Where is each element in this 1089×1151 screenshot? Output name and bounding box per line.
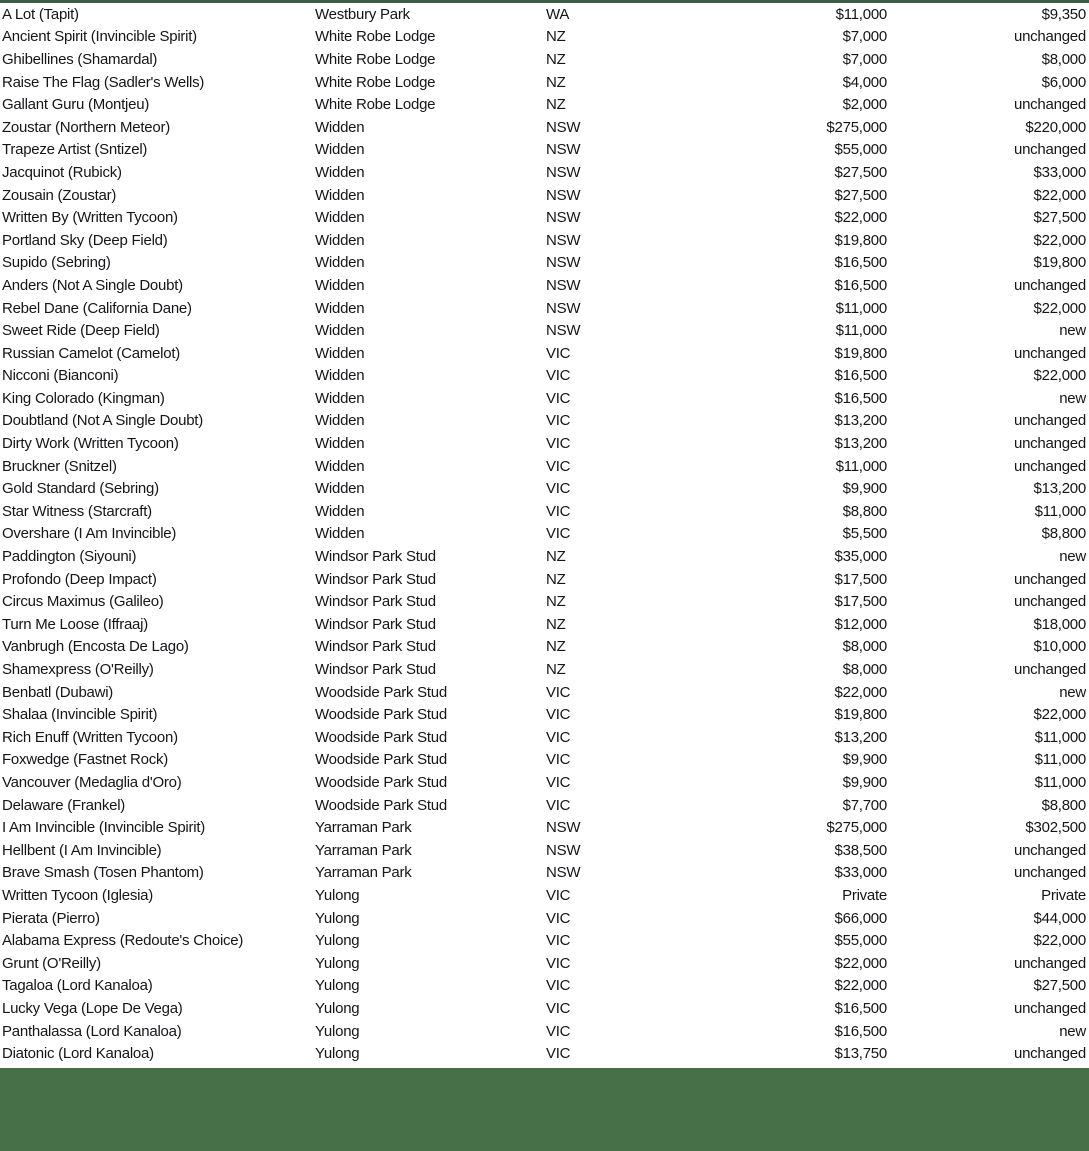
stud-farm: Windsor Park Stud — [315, 570, 436, 588]
table-row — [0, 161, 1089, 184]
fee-current: $16,500 — [834, 254, 887, 272]
table-row — [0, 71, 1089, 94]
state: VIC — [546, 999, 571, 1017]
state: WA — [546, 5, 570, 23]
fee-change: $13,200 — [1033, 480, 1086, 498]
fee-change: $9,350 — [1041, 5, 1086, 23]
state: VIC — [546, 1022, 571, 1040]
fee-change: $22,000 — [1033, 186, 1086, 204]
footer-band — [0, 1068, 1089, 1151]
horse-name: Diatonic (Lord Kanaloa) — [2, 1045, 154, 1063]
fee-change: unchanged — [1014, 276, 1086, 294]
fee-current: $7,000 — [842, 50, 887, 68]
table-row — [0, 26, 1089, 49]
horse-name: Portland Sky (Deep Field) — [2, 231, 168, 249]
fee-current: $19,800 — [834, 706, 887, 724]
stud-farm: Yulong — [315, 999, 360, 1017]
fee-change: new — [1059, 1022, 1086, 1040]
state: NSW — [546, 209, 581, 227]
horse-name: Ghibellines (Shamardal) — [2, 50, 158, 68]
fee-current: $16,500 — [834, 1022, 887, 1040]
fee-change: new — [1059, 683, 1086, 701]
stud-farm: Windsor Park Stud — [315, 638, 436, 656]
fee-current: $22,000 — [834, 954, 887, 972]
table-row — [0, 365, 1089, 388]
stud-farm: Widden — [315, 525, 365, 543]
state: VIC — [546, 886, 571, 904]
state: VIC — [546, 457, 571, 475]
stud-farm: Yulong — [315, 1045, 360, 1063]
stud-farm: Westbury Park — [315, 5, 410, 23]
stud-farm: Windsor Park Stud — [315, 548, 436, 566]
stallion-fee-table — [0, 3, 1089, 1068]
fee-current: $275,000 — [826, 118, 887, 136]
horse-name: Lucky Vega (Lope De Vega) — [2, 999, 183, 1017]
stud-farm: Widden — [315, 163, 365, 181]
table-row — [0, 997, 1089, 1020]
stud-farm: Widden — [315, 435, 365, 453]
stud-farm: Woodside Park Stud — [315, 683, 447, 701]
state: VIC — [546, 728, 571, 746]
horse-name: Delaware (Frankel) — [2, 796, 126, 814]
fee-change: $6,000 — [1041, 73, 1086, 91]
stud-farm: Widden — [315, 299, 365, 317]
stud-farm: Yulong — [315, 977, 360, 995]
fee-current: $13,200 — [834, 435, 887, 453]
horse-name: Tagaloa (Lord Kanaloa) — [2, 977, 153, 995]
stud-farm: White Robe Lodge — [315, 50, 436, 68]
table-row — [0, 636, 1089, 659]
horse-name: Paddington (Siyouni) — [2, 548, 137, 566]
fee-current: $13,200 — [834, 728, 887, 746]
state: VIC — [546, 909, 571, 927]
state: NSW — [546, 231, 581, 249]
horse-name: Shamexpress (O'Reilly) — [2, 661, 154, 679]
fee-current: $8,800 — [842, 502, 887, 520]
table-row — [0, 726, 1089, 749]
fee-change: $18,000 — [1033, 615, 1086, 633]
table-row — [0, 545, 1089, 568]
stud-farm: Widden — [315, 344, 365, 362]
fee-current: $9,900 — [842, 480, 887, 498]
horse-name: Gold Standard (Sebring) — [2, 480, 159, 498]
horse-name: Dirty Work (Written Tycoon) — [2, 435, 179, 453]
fee-current: $66,000 — [834, 909, 887, 927]
fee-current: $7,700 — [842, 796, 887, 814]
stud-farm: Woodside Park Stud — [315, 796, 447, 814]
table-row — [0, 523, 1089, 546]
stud-farm: Widden — [315, 457, 365, 475]
table-row — [0, 613, 1089, 636]
horse-name: A Lot (Tapit) — [2, 5, 79, 23]
horse-name: Jacquinot (Rubick) — [2, 163, 122, 181]
state: NZ — [546, 570, 566, 588]
table-row — [0, 387, 1089, 410]
horse-name: Grunt (O'Reilly) — [2, 954, 101, 972]
horse-name: Vancouver (Medaglia d'Oro) — [2, 773, 182, 791]
fee-current: $13,200 — [834, 412, 887, 430]
state: NZ — [546, 548, 566, 566]
fee-change: unchanged — [1014, 435, 1086, 453]
table-row — [0, 884, 1089, 907]
horse-name: Profondo (Deep Impact) — [2, 570, 157, 588]
fee-change: $22,000 — [1033, 299, 1086, 317]
fee-current: $38,500 — [834, 841, 887, 859]
fee-change: $11,000 — [1034, 502, 1086, 520]
fee-current: $275,000 — [826, 819, 887, 837]
fee-change: $44,000 — [1033, 909, 1086, 927]
table-row — [0, 816, 1089, 839]
horse-name: Zoustar (Northern Meteor) — [2, 118, 170, 136]
table-row — [0, 139, 1089, 162]
horse-name: Gallant Guru (Montjeu) — [2, 96, 150, 114]
state: VIC — [546, 932, 571, 950]
fee-current: $16,500 — [834, 389, 887, 407]
fee-current: $16,500 — [834, 367, 887, 385]
stud-farm: Yulong — [315, 954, 360, 972]
horse-name: Foxwedge (Fastnet Rock) — [2, 751, 168, 769]
table-row — [0, 252, 1089, 275]
stud-farm: Widden — [315, 367, 365, 385]
table-row — [0, 229, 1089, 252]
fee-current: $35,000 — [834, 548, 887, 566]
fee-current: $13,750 — [834, 1045, 887, 1063]
state: VIC — [546, 773, 571, 791]
table-row — [0, 839, 1089, 862]
table-row — [0, 274, 1089, 297]
stud-farm: Widden — [315, 186, 365, 204]
stud-farm: Widden — [315, 322, 365, 340]
stud-farm: Widden — [315, 231, 365, 249]
table-row — [0, 1042, 1089, 1065]
stud-farm: Windsor Park Stud — [315, 593, 436, 611]
state: VIC — [546, 344, 571, 362]
horse-name: Hellbent (I Am Invincible) — [2, 841, 162, 859]
fee-current: $12,000 — [834, 615, 887, 633]
state: NZ — [546, 638, 566, 656]
state: NSW — [546, 864, 581, 882]
stud-farm: Widden — [315, 141, 365, 159]
fee-current: $7,000 — [842, 28, 887, 46]
state: NSW — [546, 186, 581, 204]
fee-change: unchanged — [1014, 96, 1086, 114]
fee-change: unchanged — [1014, 954, 1086, 972]
stud-farm: Widden — [315, 254, 365, 272]
fee-current: $11,000 — [835, 322, 887, 340]
fee-current: $33,000 — [834, 864, 887, 882]
fee-change: unchanged — [1014, 999, 1086, 1017]
fee-change: $22,000 — [1033, 932, 1086, 950]
fee-change: $11,000 — [1034, 751, 1086, 769]
table-row — [0, 749, 1089, 772]
horse-name: Written Tycoon (Iglesia) — [2, 886, 154, 904]
horse-name: Star Witness (Starcraft) — [2, 502, 152, 520]
state: NZ — [546, 615, 566, 633]
fee-change: $8,000 — [1041, 50, 1086, 68]
horse-name: Written By (Written Tycoon) — [2, 209, 178, 227]
fee-current: $55,000 — [834, 932, 887, 950]
fee-current: $11,000 — [835, 299, 887, 317]
state: VIC — [546, 367, 571, 385]
horse-name: Anders (Not A Single Doubt) — [2, 276, 183, 294]
horse-name: Benbatl (Dubawi) — [2, 683, 114, 701]
horse-name: Panthalassa (Lord Kanaloa) — [2, 1022, 182, 1040]
stud-farm: Yulong — [315, 1022, 360, 1040]
stud-farm: Yulong — [315, 909, 360, 927]
fee-change: $10,000 — [1033, 638, 1086, 656]
horse-name: Supido (Sebring) — [2, 254, 111, 272]
table-row — [0, 500, 1089, 523]
fee-change: Private — [1041, 886, 1086, 904]
state: NSW — [546, 163, 581, 181]
fee-change: new — [1059, 322, 1086, 340]
horse-name: Ancient Spirit (Invincible Spirit) — [2, 28, 197, 46]
fee-change: unchanged — [1014, 570, 1086, 588]
horse-name: Trapeze Artist (Sntizel) — [2, 141, 148, 159]
table-row — [0, 658, 1089, 681]
horse-name: Alabama Express (Redoute's Choice) — [2, 932, 244, 950]
state: VIC — [546, 525, 571, 543]
table-row — [0, 410, 1089, 433]
horse-name: I Am Invincible (Invincible Spirit) — [2, 819, 205, 837]
table-row — [0, 48, 1089, 71]
horse-name: Doubtland (Not A Single Doubt) — [2, 412, 203, 430]
table-row — [0, 907, 1089, 930]
horse-name: Nicconi (Bianconi) — [2, 367, 119, 385]
horse-name: Zousain (Zoustar) — [2, 186, 117, 204]
horse-name: Rich Enuff (Written Tycoon) — [2, 728, 178, 746]
fee-change: $33,000 — [1033, 163, 1086, 181]
state: VIC — [546, 706, 571, 724]
state: VIC — [546, 412, 571, 430]
fee-change: $22,000 — [1033, 706, 1086, 724]
fee-change: unchanged — [1014, 1045, 1086, 1063]
stud-farm: Widden — [315, 412, 365, 430]
fee-current: $2,000 — [842, 96, 887, 114]
state: NSW — [546, 118, 581, 136]
table-row — [0, 794, 1089, 817]
state: VIC — [546, 435, 571, 453]
stud-farm: White Robe Lodge — [315, 96, 436, 114]
table-row — [0, 862, 1089, 885]
table-row — [0, 116, 1089, 139]
table-row — [0, 681, 1089, 704]
fee-current: $22,000 — [834, 683, 887, 701]
fee-change: unchanged — [1014, 457, 1086, 475]
horse-name: Vanbrugh (Encosta De Lago) — [2, 638, 189, 656]
state: NZ — [546, 73, 566, 91]
table-row — [0, 319, 1089, 342]
fee-current: $4,000 — [842, 73, 887, 91]
fee-change: $302,500 — [1025, 819, 1086, 837]
table-row — [0, 342, 1089, 365]
state: VIC — [546, 389, 571, 407]
fee-current: $27,500 — [834, 186, 887, 204]
table-row — [0, 590, 1089, 613]
horse-name: Bruckner (Snitzel) — [2, 457, 117, 475]
table-row — [0, 1020, 1089, 1043]
stud-farm: Widden — [315, 480, 365, 498]
horse-name: Shalaa (Invincible Spirit) — [2, 706, 158, 724]
fee-change: unchanged — [1014, 412, 1086, 430]
table-row — [0, 568, 1089, 591]
fee-current: $8,000 — [842, 638, 887, 656]
fee-current: $9,900 — [842, 773, 887, 791]
fee-change: unchanged — [1014, 344, 1086, 362]
state: NZ — [546, 593, 566, 611]
fee-change: $19,800 — [1033, 254, 1086, 272]
horse-name: Raise The Flag (Sadler's Wells) — [2, 73, 205, 91]
fee-change: $8,800 — [1041, 525, 1086, 543]
fee-current: $16,500 — [834, 276, 887, 294]
fee-change: new — [1059, 389, 1086, 407]
fee-change: unchanged — [1014, 864, 1086, 882]
fee-change: $220,000 — [1025, 118, 1086, 136]
stud-farm: Yulong — [315, 886, 360, 904]
state: NZ — [546, 661, 566, 679]
table-row — [0, 703, 1089, 726]
stud-farm: Yulong — [315, 932, 360, 950]
table-row — [0, 206, 1089, 229]
stud-farm: Widden — [315, 276, 365, 294]
state: NZ — [546, 96, 566, 114]
fee-current: Private — [842, 886, 887, 904]
stud-farm: Windsor Park Stud — [315, 661, 436, 679]
fee-change: $22,000 — [1033, 231, 1086, 249]
table-row — [0, 3, 1089, 26]
table-row — [0, 771, 1089, 794]
fee-change: $27,500 — [1033, 977, 1086, 995]
fee-current: $17,500 — [834, 593, 887, 611]
stud-farm: Yarraman Park — [315, 864, 412, 882]
state: VIC — [546, 480, 571, 498]
fee-change: $22,000 — [1033, 367, 1086, 385]
state: NZ — [546, 50, 566, 68]
horse-name: Turn Me Loose (Iffraaj) — [2, 615, 148, 633]
horse-name: Russian Camelot (Camelot) — [2, 344, 180, 362]
fee-change: unchanged — [1014, 593, 1086, 611]
stud-farm: Woodside Park Stud — [315, 751, 447, 769]
fee-current: $22,000 — [834, 977, 887, 995]
table-row — [0, 184, 1089, 207]
horse-name: Sweet Ride (Deep Field) — [2, 322, 160, 340]
fee-current: $19,800 — [834, 344, 887, 362]
state: VIC — [546, 796, 571, 814]
state: NZ — [546, 28, 566, 46]
horse-name: Circus Maximus (Galileo) — [2, 593, 164, 611]
fee-current: $55,000 — [834, 141, 887, 159]
stud-farm: Widden — [315, 209, 365, 227]
state: VIC — [546, 977, 571, 995]
stud-farm: Widden — [315, 389, 365, 407]
fee-change: $11,000 — [1034, 728, 1086, 746]
fee-change: unchanged — [1014, 28, 1086, 46]
horse-name: Rebel Dane (California Dane) — [2, 299, 192, 317]
state: NSW — [546, 299, 581, 317]
state: NSW — [546, 276, 581, 294]
stud-farm: Woodside Park Stud — [315, 728, 447, 746]
table-row — [0, 477, 1089, 500]
horse-name: Overshare (I Am Invincible) — [2, 525, 177, 543]
stud-farm: Woodside Park Stud — [315, 706, 447, 724]
stud-farm: Yarraman Park — [315, 841, 412, 859]
state: VIC — [546, 502, 571, 520]
table-row — [0, 952, 1089, 975]
fee-change: unchanged — [1014, 841, 1086, 859]
fee-current: $11,000 — [835, 457, 887, 475]
state: VIC — [546, 683, 571, 701]
fee-current: $27,500 — [834, 163, 887, 181]
fee-change: $8,800 — [1041, 796, 1086, 814]
fee-current: $8,000 — [842, 661, 887, 679]
fee-change: $27,500 — [1033, 209, 1086, 227]
fee-current: $11,000 — [835, 5, 887, 23]
horse-name: Pierata (Pierro) — [2, 909, 100, 927]
state: VIC — [546, 1045, 571, 1063]
stud-farm: White Robe Lodge — [315, 28, 436, 46]
fee-change: new — [1059, 548, 1086, 566]
state: NSW — [546, 254, 581, 272]
fee-change: unchanged — [1014, 141, 1086, 159]
table-row — [0, 455, 1089, 478]
fee-change: $11,000 — [1034, 773, 1086, 791]
table-row — [0, 93, 1089, 116]
fee-current: $22,000 — [834, 209, 887, 227]
fee-current: $19,800 — [834, 231, 887, 249]
table-row — [0, 297, 1089, 320]
fee-current: $17,500 — [834, 570, 887, 588]
state: NSW — [546, 141, 581, 159]
stud-farm: Windsor Park Stud — [315, 615, 436, 633]
state: VIC — [546, 954, 571, 972]
stud-farm: Widden — [315, 502, 365, 520]
fee-current: $16,500 — [834, 999, 887, 1017]
state: VIC — [546, 751, 571, 769]
fee-current: $9,900 — [842, 751, 887, 769]
stud-farm: Woodside Park Stud — [315, 773, 447, 791]
fee-current: $5,500 — [842, 525, 887, 543]
horse-name: King Colorado (Kingman) — [2, 389, 165, 407]
state: NSW — [546, 841, 581, 859]
stud-farm: Yarraman Park — [315, 819, 412, 837]
state: NSW — [546, 322, 581, 340]
horse-name: Brave Smash (Tosen Phantom) — [2, 864, 204, 882]
table-row — [0, 975, 1089, 998]
fee-change: unchanged — [1014, 661, 1086, 679]
stud-farm: Widden — [315, 118, 365, 136]
state: NSW — [546, 819, 581, 837]
stud-farm: White Robe Lodge — [315, 73, 436, 91]
table-row — [0, 929, 1089, 952]
table-row — [0, 432, 1089, 455]
